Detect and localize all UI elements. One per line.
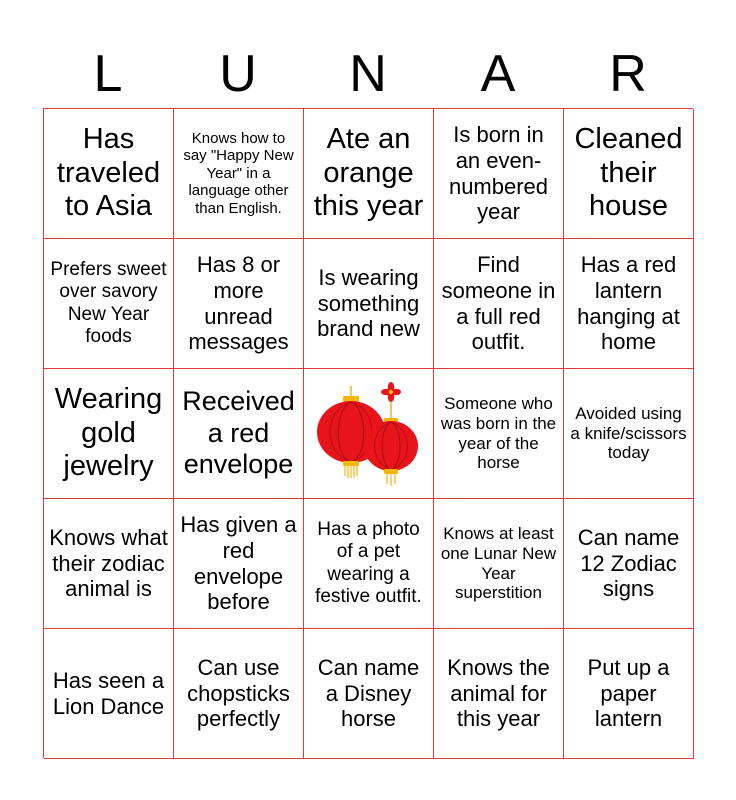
cell-text: Received a red envelope	[182, 386, 295, 480]
cell-text: Has given a red envelope before	[180, 512, 297, 615]
bingo-cell[interactable]	[304, 499, 434, 629]
header-letter-u: U	[219, 45, 257, 103]
cell-text: Has seen a Lion Dance	[52, 667, 165, 719]
cell-text: Find someone in a full red outfit.	[441, 252, 556, 355]
free-space-cell[interactable]	[304, 369, 434, 499]
cell-text: Knows what their zodiac animal is	[49, 524, 168, 602]
bingo-cell[interactable]	[434, 499, 564, 629]
bingo-cell[interactable]	[434, 109, 564, 239]
cell-text: Has traveled to Asia	[56, 122, 161, 223]
cell-text: Knows how to say "Happy New Year" in a language other than English.	[183, 129, 294, 217]
bingo-cell[interactable]	[434, 369, 564, 499]
header-letter-r: R	[609, 45, 647, 103]
cell-text: Can use chopsticks perfectly	[187, 654, 290, 732]
header-letter-a: A	[480, 45, 516, 103]
bingo-cell[interactable]	[174, 369, 304, 499]
red-lanterns-icon	[313, 378, 425, 490]
bingo-cell[interactable]	[564, 629, 694, 759]
cell-text: Put up a paper lantern	[587, 654, 670, 732]
bingo-cell[interactable]	[434, 629, 564, 759]
bingo-cell[interactable]	[44, 239, 174, 369]
cell-text: Can name a Disney horse	[317, 654, 420, 732]
cell-text: Wearing gold jewelry	[54, 382, 163, 483]
cell-text: Knows at least one Lunar New Year superstition	[440, 523, 557, 603]
cell-text: Can name 12 Zodiac signs	[577, 524, 680, 602]
header-letter-n: N	[349, 45, 387, 103]
cell-text: Has a photo of a pet wearing a festive outfit.	[315, 519, 422, 607]
bingo-cell[interactable]	[564, 369, 694, 499]
bingo-cell[interactable]	[564, 239, 694, 369]
bingo-cell[interactable]	[44, 369, 174, 499]
bingo-cell[interactable]	[304, 109, 434, 239]
cell-text: Ate an orange this year	[313, 122, 424, 223]
cell-text: Has 8 or more unread messages	[188, 252, 289, 355]
cell-text: Has a red lantern hanging at home	[577, 252, 680, 355]
bingo-cell[interactable]	[44, 109, 174, 239]
header-letter-l: L	[93, 45, 123, 103]
bingo-cell[interactable]	[564, 499, 694, 629]
cell-text: Prefers sweet over savory New Year foods	[50, 259, 167, 347]
bingo-cell[interactable]	[174, 239, 304, 369]
bingo-cell[interactable]	[564, 109, 694, 239]
bingo-cell[interactable]	[434, 239, 564, 369]
bingo-grid	[43, 108, 693, 758]
cell-text: Avoided using a knife/scissors today	[570, 403, 687, 463]
cell-text: Is born in an even-numbered year	[448, 122, 549, 225]
bingo-cell[interactable]	[174, 629, 304, 759]
bingo-cell[interactable]	[174, 499, 304, 629]
cell-text: Cleaned their house	[574, 122, 683, 223]
bingo-cell[interactable]	[44, 499, 174, 629]
bingo-cell[interactable]	[304, 239, 434, 369]
cell-text: Is wearing something brand new	[317, 264, 420, 342]
cell-text: Someone who was born in the year of the horse	[440, 393, 557, 473]
bingo-cell[interactable]	[304, 629, 434, 759]
bingo-cell[interactable]	[174, 109, 304, 239]
cell-text: Knows the animal for this year	[447, 654, 550, 732]
bingo-cell[interactable]	[44, 629, 174, 759]
bingo-header	[43, 40, 693, 108]
